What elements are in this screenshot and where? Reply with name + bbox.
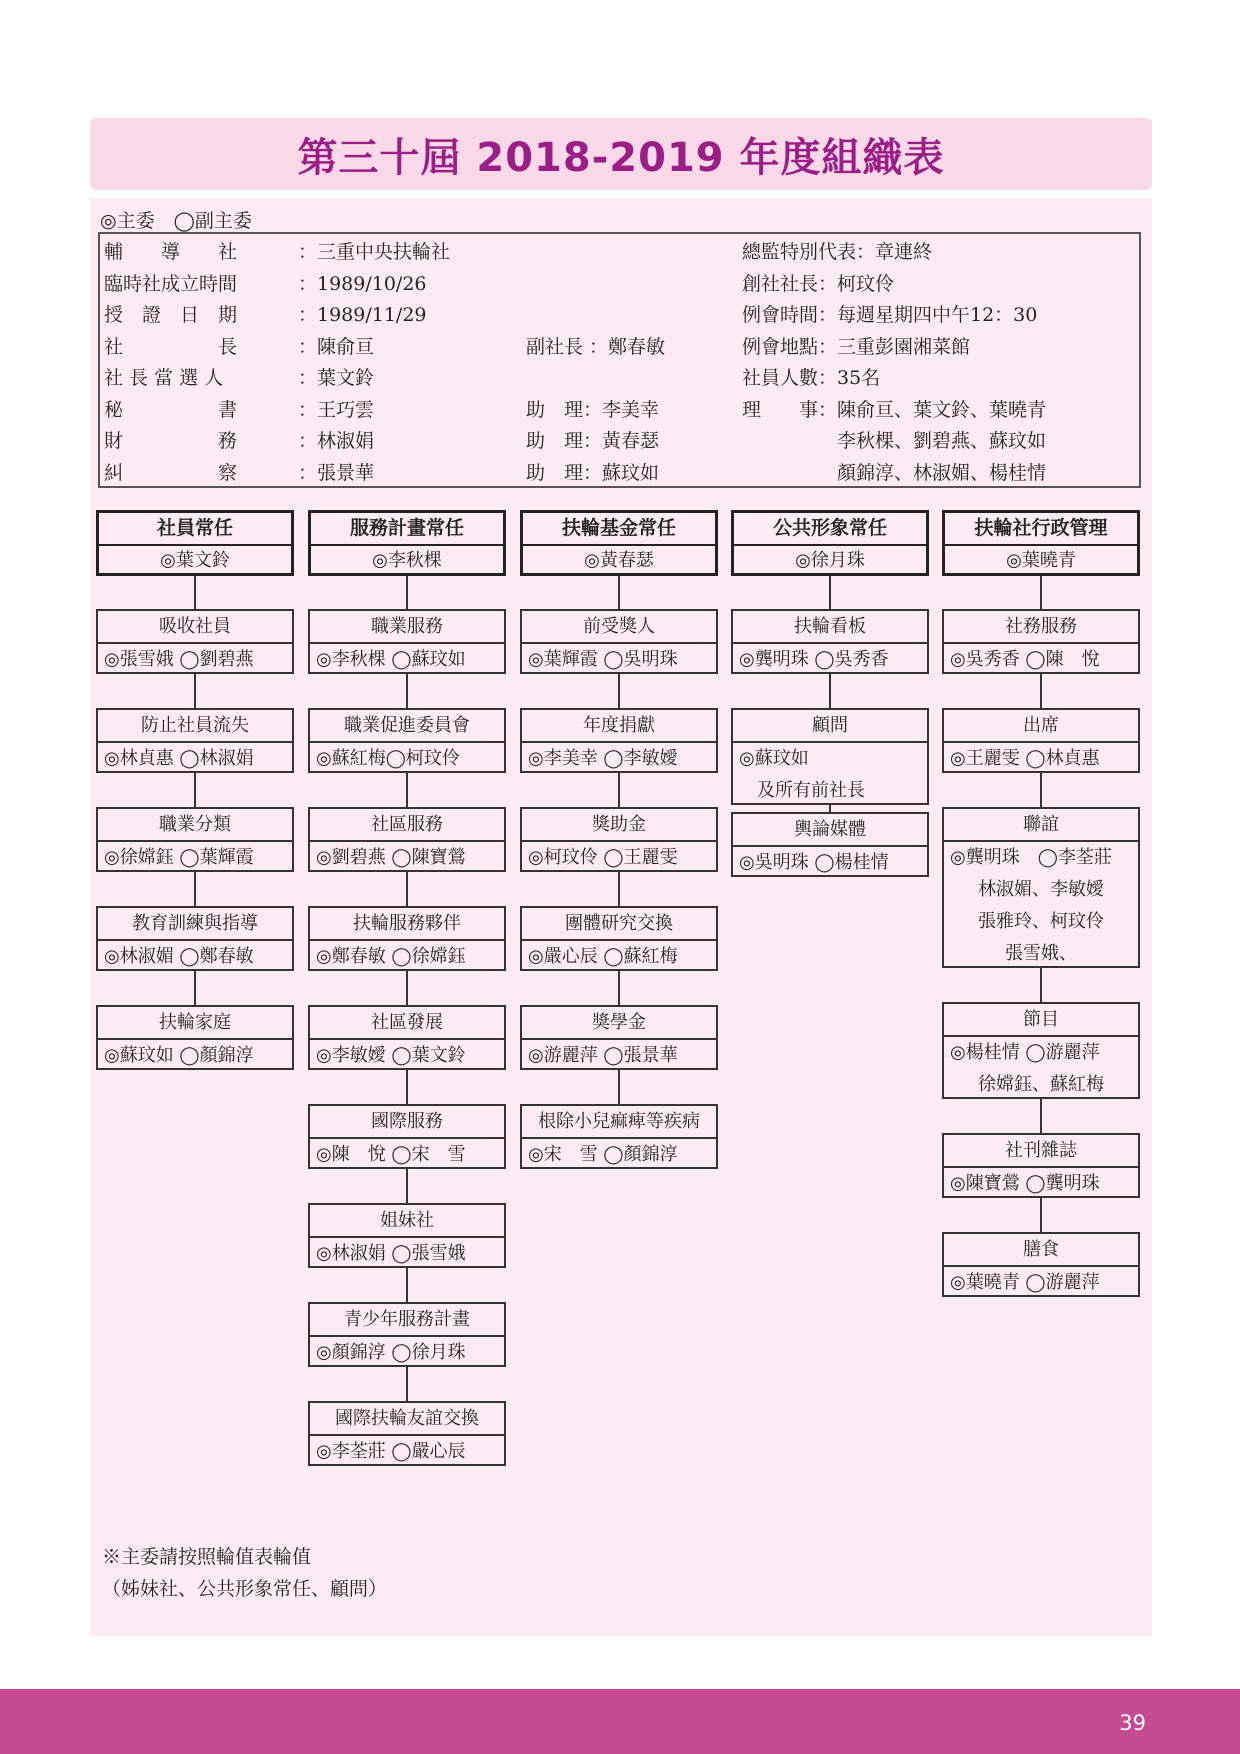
connector-line (406, 872, 408, 906)
subcommittee-box (308, 1203, 506, 1268)
connector-line (406, 576, 408, 609)
subcommittee-title: 膳食 (944, 1234, 1138, 1267)
info-row (100, 236, 1139, 268)
info-value: ：王巧雲 (298, 398, 375, 421)
connector-line (1040, 773, 1042, 807)
connector-line (194, 971, 196, 1005)
subcommittee-title: 青少年服務計畫 (310, 1304, 504, 1337)
subcommittee-title: 輿論媒體 (733, 814, 927, 847)
subcommittee-title: 國際服務 (310, 1106, 504, 1139)
info-right: 總監特別代表：章連終 (742, 241, 933, 263)
connector-line (829, 576, 831, 609)
connector-line (618, 872, 620, 906)
subcommittee-box (942, 1002, 1140, 1099)
info-row (100, 268, 1139, 300)
connector-line (406, 674, 408, 708)
committee-title: 扶輪基金常任 (523, 513, 715, 546)
connector-line (194, 576, 196, 609)
subcommittee-box (96, 609, 294, 674)
info-right: 例會時間：每週星期四中午12：30 (742, 304, 1038, 326)
connector-line (406, 773, 408, 807)
page-title: 第三十屆 2018-2019 年度組織表 (297, 134, 945, 181)
connector-line (829, 805, 831, 812)
subcommittee-title: 社刊雜誌 (944, 1135, 1138, 1168)
connector-line (1040, 1198, 1042, 1232)
connector-line (1040, 576, 1042, 609)
member-line: ◎張雪娥 ◯劉碧燕 (104, 649, 254, 670)
subcommittee-box (96, 1005, 294, 1070)
subcommittee-title: 姐妹社 (310, 1205, 504, 1238)
committee-head (308, 510, 506, 576)
committee-chair: ◎徐月珠 (795, 550, 865, 571)
subcommittee-box (308, 708, 506, 773)
info-assistant: 助 理：黃春瑟 (526, 430, 660, 452)
subcommittee-title: 獎助金 (522, 809, 716, 842)
info-right: 李秋棵、劉碧燕、蘇玟如 (742, 430, 1047, 452)
subcommittee-box (942, 807, 1140, 968)
member-line: ◎李敏嬡 ◯葉文鈴 (316, 1045, 466, 1066)
subcommittee-box (308, 807, 506, 872)
connector-line (1040, 674, 1042, 708)
info-value: ：1989/11/29 (298, 304, 427, 326)
subcommittee-box (520, 906, 718, 971)
connector-line (618, 773, 620, 807)
subcommittee-box (96, 708, 294, 773)
member-line: ◎楊桂情 ◯游麗萍 (950, 1042, 1100, 1063)
subcommittee-box (731, 812, 929, 877)
info-row (100, 425, 1139, 457)
subcommittee-box (520, 807, 718, 872)
member-line: ◎葉輝霞 ◯吳明珠 (528, 649, 678, 670)
member-line: ◎吳明珠 ◯楊桂情 (739, 852, 889, 873)
info-assistant: 助 理：蘇玟如 (526, 461, 660, 484)
member-line: ◎李荃莊 ◯嚴心辰 (316, 1441, 466, 1462)
info-value: ：張景華 (298, 461, 375, 484)
info-value: ：葉文鈴 (298, 367, 375, 389)
member-line: ◎林淑媚 ◯鄭春敏 (104, 946, 254, 967)
subcommittee-title: 社區發展 (310, 1007, 504, 1040)
subcommittee-title: 職業促進委員會 (310, 710, 504, 743)
member-line: ◎林淑娟 ◯張雪娥 (316, 1243, 466, 1264)
subcommittee-title: 團體研究交換 (522, 908, 716, 941)
connector-line (406, 1367, 408, 1401)
member-line: ◎蘇玟如 (739, 748, 809, 769)
info-label: 秘 書 (104, 398, 238, 421)
subcommittee-box (96, 906, 294, 971)
committee-chair: ◎葉文鈴 (160, 550, 230, 571)
member-line: ◎龔明珠 ◯李荃莊 (950, 847, 1112, 868)
member-line: ◎蘇玟如 ◯顏錦淳 (104, 1045, 254, 1066)
info-row (100, 331, 1139, 363)
connector-line (618, 576, 620, 609)
subcommittee-title: 職業服務 (310, 611, 504, 644)
subcommittee-box (308, 1104, 506, 1169)
info-right: 創社社長：柯玟伶 (742, 272, 895, 295)
subcommittee-box (942, 1133, 1140, 1198)
subcommittee-box (308, 1005, 506, 1070)
connector-line (406, 1169, 408, 1203)
subcommittee-title: 職業分類 (98, 809, 292, 842)
committee-head (96, 510, 294, 576)
connector-line (1040, 1099, 1042, 1133)
info-value: ：1989/10/26 (298, 272, 427, 295)
member-line: ◎葉曉青 ◯游麗萍 (950, 1272, 1100, 1293)
info-label: 授 證 日 期 (104, 304, 238, 326)
connector-line (1040, 968, 1042, 1002)
subcommittee-box (520, 708, 718, 773)
subcommittee-title: 防止社員流失 (98, 710, 292, 743)
info-label: 社 長 當 選 人 (104, 367, 224, 389)
subcommittee-title: 扶輪服務夥伴 (310, 908, 504, 941)
connector-line (194, 872, 196, 906)
member-line: 及所有前社長 (739, 780, 865, 801)
member-line: ◎李美幸 ◯李敏嬡 (528, 748, 678, 769)
subcommittee-box (520, 1104, 718, 1169)
committee-chair: ◎黃春瑟 (584, 550, 654, 571)
member-line: ◎林貞惠 ◯林淑娟 (104, 748, 254, 769)
info-assistant: 副社長 ：鄭春敏 (526, 335, 666, 358)
connector-line (194, 674, 196, 708)
subcommittee-title: 社務服務 (944, 611, 1138, 644)
info-right: 社員人數：35名 (742, 367, 881, 389)
page-number: 39 (1119, 1711, 1146, 1735)
info-row (100, 362, 1139, 394)
member-line: ◎王麗雯 ◯林貞惠 (950, 748, 1100, 769)
subcommittee-title: 獎學金 (522, 1007, 716, 1040)
legend: ◎主委 ◯副主委 (100, 210, 252, 232)
member-line: 林淑媚、李敏嬡 (978, 879, 1104, 900)
subcommittee-box (308, 906, 506, 971)
subcommittee-box (520, 609, 718, 674)
connector-line (829, 674, 831, 708)
subcommittee-box (520, 1005, 718, 1070)
subcommittee-title: 顧問 (733, 710, 927, 743)
club-info-table (98, 232, 1141, 488)
committee-chair: ◎李秋棵 (372, 550, 442, 571)
subcommittee-title: 聯誼 (944, 809, 1138, 842)
subcommittee-box (308, 609, 506, 674)
member-line: ◎徐嫦鈺 ◯葉輝霞 (104, 847, 254, 868)
member-line: ◎宋 雪 ◯顏錦淳 (528, 1144, 678, 1165)
member-line: ◎陳寶鶯 ◯龔明珠 (950, 1173, 1100, 1194)
subcommittee-box (731, 708, 929, 805)
committee-title: 扶輪社行政管理 (945, 513, 1137, 546)
info-right: 顏錦淳、林淑媚、楊桂情 (742, 461, 1047, 484)
info-assistant: 助 理：李美幸 (526, 398, 660, 421)
footnote-line: ※主委請按照輪值表輪值 (102, 1546, 312, 1568)
subcommittee-title: 教育訓練與指導 (98, 908, 292, 941)
committee-title: 公共形象常任 (734, 513, 926, 546)
footnote-line: （姊妹社、公共形象常任、顧問） (102, 1578, 388, 1600)
connector-line (618, 971, 620, 1005)
subcommittee-title: 社區服務 (310, 809, 504, 842)
member-line: 張雪娥、 (1005, 943, 1077, 964)
footnote (102, 1541, 387, 1605)
member-line: ◎李秋棵 ◯蘇玟如 (316, 649, 466, 670)
subcommittee-title: 扶輪家庭 (98, 1007, 292, 1040)
subcommittee-title: 出席 (944, 710, 1138, 743)
member-line: ◎陳 悅 ◯宋 雪 (316, 1144, 466, 1165)
subcommittee-box (308, 1401, 506, 1466)
committee-chair: ◎葉曉青 (1006, 550, 1076, 571)
member-line: ◎柯玟伶 ◯王麗雯 (528, 847, 678, 868)
subcommittee-box (942, 1232, 1140, 1297)
member-line: ◎嚴心辰 ◯蘇紅梅 (528, 946, 678, 967)
org-chart-panel (90, 198, 1152, 1636)
subcommittee-title: 國際扶輪友誼交換 (310, 1403, 504, 1436)
member-line: ◎劉碧燕 ◯陳寶鶯 (316, 847, 466, 868)
member-line: 徐嫦鈺、蘇紅梅 (978, 1074, 1104, 1095)
connector-line (406, 1070, 408, 1104)
subcommittee-box (308, 1302, 506, 1367)
info-row (100, 299, 1139, 331)
info-value: ：林淑娟 (298, 430, 375, 452)
subcommittee-title: 根除小兒痲痺等疾病 (522, 1106, 716, 1139)
footer-bar (0, 1689, 1240, 1754)
committee-head (520, 510, 718, 576)
committee-head (942, 510, 1140, 576)
info-label: 財 務 (104, 430, 238, 452)
member-line: ◎蘇紅梅◯柯玟伶 (316, 748, 460, 769)
subcommittee-box (731, 609, 929, 674)
info-value: ：三重中央扶輪社 (298, 241, 451, 263)
info-right: 例會地點：三重彭園湘菜館 (742, 335, 971, 358)
connector-line (406, 1268, 408, 1302)
connector-line (406, 971, 408, 1005)
member-line: 張雅玲、柯玟伶 (978, 911, 1104, 932)
committee-title: 社員常任 (99, 513, 291, 546)
subcommittee-title: 前受獎人 (522, 611, 716, 644)
committee-head (731, 510, 929, 576)
connector-line (618, 1070, 620, 1104)
committee-title: 服務計畫常任 (311, 513, 503, 546)
connector-line (194, 773, 196, 807)
member-line: ◎鄭春敏 ◯徐嫦鈺 (316, 946, 466, 967)
info-label: 輔 導 社 (104, 241, 238, 263)
connector-line (618, 674, 620, 708)
subcommittee-box (942, 708, 1140, 773)
member-line: ◎游麗萍 ◯張景華 (528, 1045, 678, 1066)
subcommittee-box (942, 609, 1140, 674)
info-row (100, 394, 1139, 426)
subcommittee-title: 吸收社員 (98, 611, 292, 644)
subcommittee-title: 節目 (944, 1004, 1138, 1037)
info-label: 糾 察 (104, 461, 238, 484)
title-band (90, 118, 1152, 190)
info-label: 社 長 (104, 335, 238, 358)
subcommittee-title: 年度捐獻 (522, 710, 716, 743)
member-line: ◎吳秀香 ◯陳 悅 (950, 649, 1100, 670)
member-line: ◎龔明珠 ◯吳秀香 (739, 649, 889, 670)
info-row (100, 457, 1139, 489)
subcommittee-title: 扶輪看板 (733, 611, 927, 644)
subcommittee-box (96, 807, 294, 872)
info-label: 臨時社成立時間 (104, 272, 238, 295)
info-value: ：陳俞亘 (298, 335, 375, 358)
member-line: ◎顏錦淳 ◯徐月珠 (316, 1342, 466, 1363)
info-right: 理 事：陳俞亘、葉文鈴、葉曉青 (742, 398, 1047, 421)
